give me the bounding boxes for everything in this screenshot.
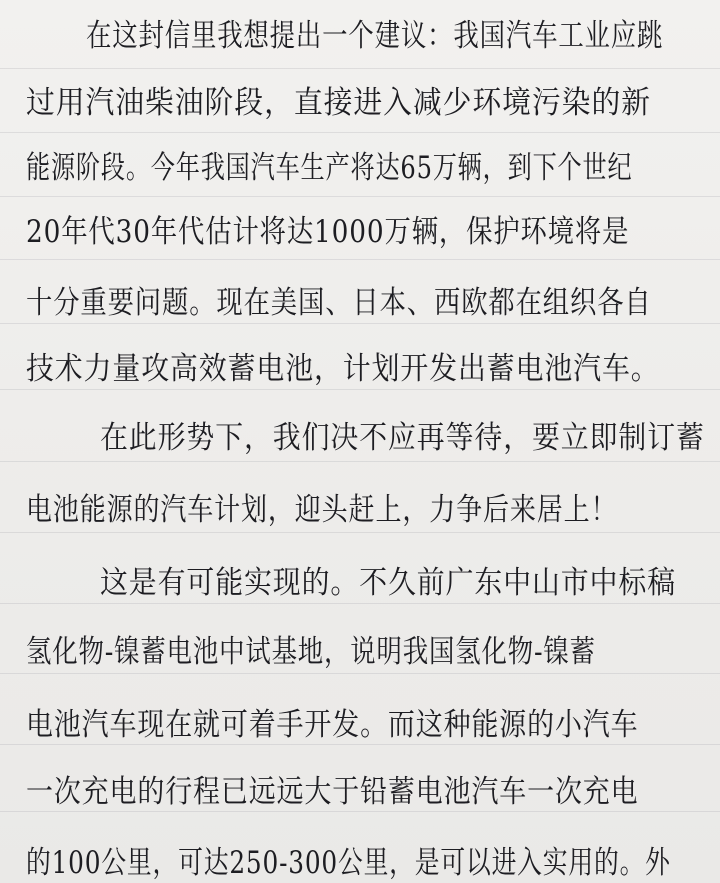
letter-line-4: 20年代30年代估计将达1000万辆，保护环境将是 xyxy=(26,214,630,250)
ruled-line xyxy=(0,132,720,133)
ruled-line xyxy=(0,196,720,197)
letter-line-10: 氢化物-镍蓄电池中试基地，说明我国氢化物-镍蓄 xyxy=(26,634,596,670)
ruled-line xyxy=(0,259,720,260)
letter-line-6: 技术力量攻高效蓄电池，计划开发出蓄电池汽车。 xyxy=(26,351,660,387)
letter-line-3: 能源阶段。今年我国汽车生产将达65万辆，到下个世纪 xyxy=(26,150,633,186)
letter-line-9: 这是有可能实现的。不久前广东中山市中标稿 xyxy=(100,565,676,601)
letter-line-13: 的100公里，可达250-300公里，是可以进入实用的。外 xyxy=(26,845,671,881)
ruled-line xyxy=(0,461,720,462)
ruled-line xyxy=(0,389,720,390)
letter-line-1: 在这封信里我想提出一个建议：我国汽车工业应跳 xyxy=(86,18,664,54)
ruled-line xyxy=(0,532,720,533)
ruled-line xyxy=(0,603,720,604)
letter-line-12: 一次充电的行程已远远大于铅蓄电池汽车一次充电 xyxy=(26,774,639,810)
ruled-line xyxy=(0,323,720,324)
ruled-line xyxy=(0,673,720,674)
letter-line-5: 十分重要问题。现在美国、日本、西欧都在组织各自 xyxy=(26,285,652,321)
letter-line-2: 过用汽油柴油阶段，直接进入减少环境污染的新 xyxy=(26,85,651,121)
letter-line-7: 在此形势下，我们决不应再等待，要立即制订蓄 xyxy=(100,420,705,456)
ruled-line xyxy=(0,68,720,69)
letter-line-8: 电池能源的汽车计划，迎头赶上，力争后来居上！ xyxy=(26,492,618,528)
letter-line-11: 电池汽车现在就可着手开发。而这种能源的小汽车 xyxy=(26,707,639,743)
